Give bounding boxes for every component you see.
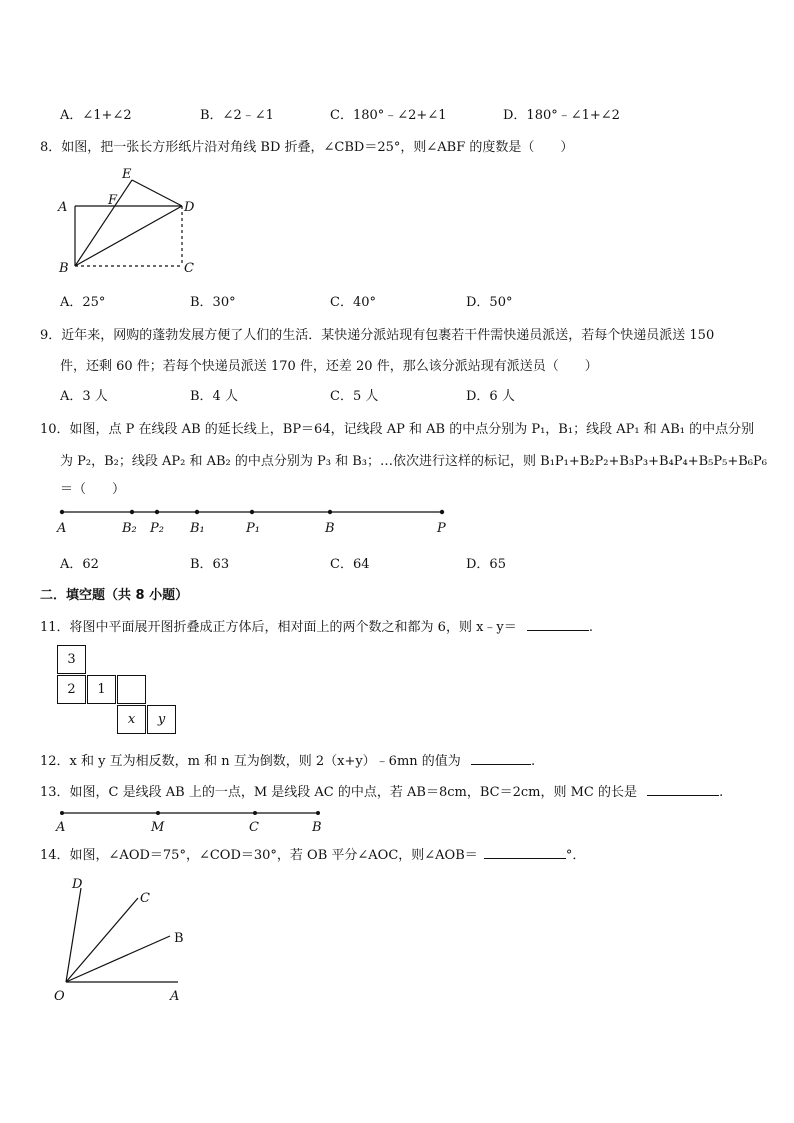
q10-option-a: A．62 [60, 557, 99, 572]
q10-label-p2: P₂ [150, 521, 164, 536]
q8-figure [50, 160, 210, 280]
q14-stem: 14．如图，∠AOD＝75°，∠COD＝30°，若 OB 平分∠AOC，则∠AOB＝ [40, 848, 478, 863]
q14-figure [50, 870, 210, 1010]
q7-option-a: A．∠1+∠2 [60, 108, 132, 123]
q10-option-b: B．63 [190, 557, 230, 572]
q10-label-p: P [437, 521, 446, 536]
q10-label-a: A [57, 521, 67, 536]
q13-label-a: A [56, 820, 66, 835]
q10-label-b2: B₂ [122, 521, 137, 536]
q10-point-b [328, 510, 332, 514]
q8-label-b: B [59, 261, 69, 276]
q13-point-a [60, 811, 64, 815]
q9-option-b: B．4 人 [190, 389, 238, 404]
q10-figure [50, 500, 460, 542]
q10-option-d: D．65 [466, 557, 506, 572]
q9-option-a: A．3 人 [60, 389, 108, 404]
q14-label-c: C [140, 891, 150, 906]
q11-answer-blank[interactable] [527, 618, 589, 631]
q13-end: . [719, 785, 724, 800]
q13-label-c: C [249, 820, 259, 835]
q14-label-o: O [54, 989, 65, 1004]
q10-line2: 为 P₂，B₂；线段 AP₂ 和 AB₂ 的中点分别为 P₃ 和 B₃；…依次进行这样的标记，则 B₁P₁+B₂P₂+B₃P₃+B₄P₄+B₅P₅+B₆P₆ [60, 454, 767, 469]
q9-line1: 9．近年来，网购的蓬勃发展方便了人们的生活．某快递分派站现有包裹若干件需快递员派送，若每个快递员派送 150 [40, 328, 715, 343]
q7-option-c: C．180°﹣∠2+∠1 [330, 108, 447, 123]
q11-cell-blank [117, 675, 146, 704]
q13-label-b: B [312, 820, 322, 835]
q10-label-b: B [325, 521, 335, 536]
q10-label-b1: B₁ [190, 521, 205, 536]
q7-option-d: D．180°﹣∠1+∠2 [503, 108, 620, 123]
q12-end: . [530, 754, 536, 769]
q8-option-b: B．30° [190, 295, 236, 310]
q11-cell-x: x [117, 705, 146, 734]
q11-cube-net [57, 645, 182, 737]
q8-label-a: A [58, 200, 68, 215]
q8-option-c: C．40° [330, 295, 376, 310]
q12-stem: 12．x 和 y 互为相反数，m 和 n 互为倒数，则 2（x+y）﹣6mn 的值为 [40, 754, 461, 769]
q9-option-c: C．5 人 [330, 389, 379, 404]
q13-answer-blank[interactable] [647, 783, 719, 796]
q8-label-d: D [184, 200, 195, 215]
q11-cell-2: 2 [57, 675, 86, 704]
q8-label-e: E [122, 167, 132, 182]
q7-option-b: B．∠2﹣∠1 [200, 108, 274, 123]
q10-point-p2 [155, 510, 159, 514]
q13-stem: 13．如图，C 是线段 AB 上的一点，M 是线段 AC 的中点，若 AB＝8cm，BC＝2cm，则 MC 的长是 [40, 785, 637, 800]
q11-cell-y: y [147, 705, 176, 734]
q10-point-p1 [250, 510, 254, 514]
q10-point-b2 [130, 510, 134, 514]
q12-answer-blank[interactable] [471, 752, 531, 765]
q8-label-c: C [184, 261, 194, 276]
q14-stem-line [40, 844, 585, 863]
q10-point-a [60, 510, 64, 514]
q11-cell-3: 3 [57, 645, 86, 674]
q14-label-d: D [72, 877, 83, 892]
q13-stem-line [40, 781, 723, 800]
q10-point-b1 [195, 510, 199, 514]
q11-stem-line [40, 616, 593, 635]
q10-label-p1: P₁ [246, 521, 260, 536]
q11-cell-1: 1 [87, 675, 116, 704]
q14-answer-blank[interactable] [484, 846, 566, 859]
q11-stem: 11．将图中平面展开图折叠成正方体后，相对面上的两个数之和都为 6，则 x﹣y＝ [40, 620, 517, 635]
q8-label-f: F [108, 193, 118, 208]
q14-label-a: A [170, 989, 180, 1004]
q14-ray-ob [66, 936, 170, 982]
q10-line3: ＝（ ） [60, 482, 126, 497]
q8-option-a: A．25° [60, 295, 106, 310]
q13-label-m: M [151, 820, 165, 835]
q8-option-d: D．50° [466, 295, 513, 310]
q13-point-m [156, 811, 160, 815]
q10-line1: 10．如图，点 P 在线段 AB 的延长线上，BP＝64，记线段 AP 和 AB 的中点分别为 P₁，B₁；线段 AP₁ 和 AB₁ 的中点分别 [40, 422, 755, 437]
q9-option-d: D．6 人 [466, 389, 515, 404]
section-title: 二．填空题（共 8 小题） [40, 588, 189, 603]
q9-line2: 件，还剩 60 件；若每个快递员派送 170 件，还差 20 件，那么该分派站现有派送员（ ） [60, 359, 598, 374]
q13-point-c [253, 811, 257, 815]
q12-stem-line [40, 750, 535, 769]
q14-end: °． [565, 848, 586, 863]
q11-end: . [588, 620, 594, 635]
q14-label-b: B [174, 931, 184, 946]
q8-stem: 8．如图，把一张长方形纸片沿对角线 BD 折叠，∠CBD＝25°，则∠ABF 的度数是（ ） [40, 140, 574, 155]
q13-point-b [316, 811, 320, 815]
q10-option-c: C．64 [330, 557, 370, 572]
q10-point-p [440, 510, 444, 514]
q13-figure [50, 805, 340, 837]
